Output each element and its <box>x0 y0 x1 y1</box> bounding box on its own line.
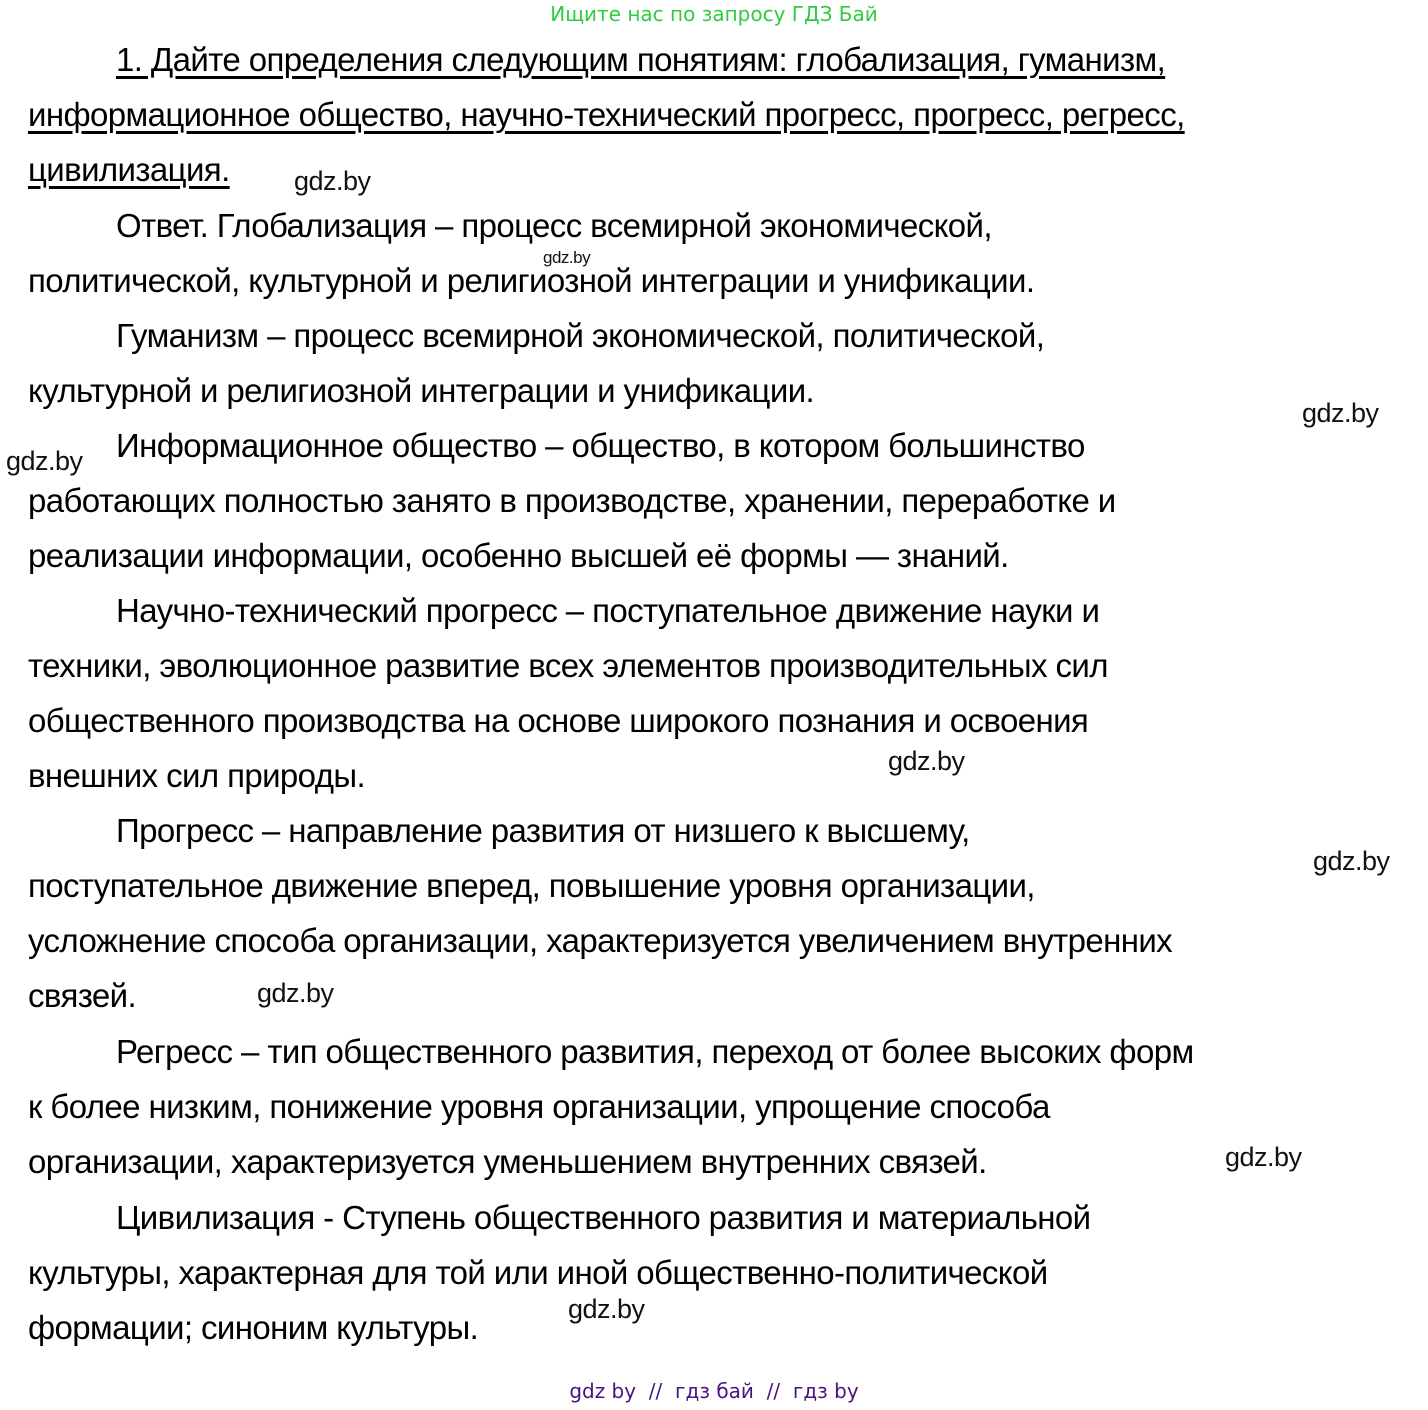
answer-progress-line-2: поступательное движение вперед, повышение уровня организации, <box>28 867 1035 904</box>
answer-humanism-line-2: культурной и религиозной интеграции и унификации. <box>28 372 815 409</box>
search-hint-banner: Ищите нас по запросу ГДЗ Бай <box>550 2 878 26</box>
question-line-3: цивилизация. <box>28 151 230 188</box>
answer-progress-line-3: усложнение способа организации, характеризуется увеличением внутренних <box>28 922 1173 959</box>
answer-globalization-line-1: Ответ. Глобализация – процесс всемирной экономической, <box>116 207 992 244</box>
answer-stp-line-3: общественного производства на основе широкого познания и освоения <box>28 702 1089 739</box>
watermark: gdz.by <box>1225 1142 1302 1172</box>
answer-civilization-line-2: культуры, характерная для той или иной общественно-политической <box>28 1254 1048 1291</box>
watermark: gdz.by <box>1302 398 1379 428</box>
answer-stp-line-4: внешних сил природы. <box>28 757 366 794</box>
answer-civilization-line-1: Цивилизация - Ступень общественного развития и материальной <box>116 1199 1091 1236</box>
watermark: gdz.by <box>1313 846 1390 876</box>
answer-globalization-line-2: политической, культурной и религиозной интеграции и унификации. <box>28 262 1035 299</box>
answer-civilization-line-3: формации; синоним культуры. <box>28 1309 479 1346</box>
answer-regress-line-1: Регресс – тип общественного развития, переход от более высоких форм <box>116 1033 1194 1070</box>
answer-stp-line-2: техники, эволюционное развитие всех элементов производительных сил <box>28 647 1108 684</box>
answer-humanism-line-1: Гуманизм – процесс всемирной экономической, политической, <box>116 317 1045 354</box>
watermark: gdz.by <box>568 1294 645 1324</box>
watermark: gdz.by <box>257 978 334 1008</box>
answer-info-society-line-3: реализации информации, особенно высшей её формы — знаний. <box>28 537 1009 574</box>
question-line-1: 1. Дайте определения следующим понятиям: глобализация, гуманизм, <box>116 41 1166 78</box>
answer-progress-line-4: связей. <box>28 977 137 1014</box>
answer-info-society-line-1: Информационное общество – общество, в котором большинство <box>116 427 1085 464</box>
footer-banner: gdz by // гдз бай // гдз by <box>569 1379 859 1403</box>
watermark: gdz.by <box>888 746 965 776</box>
answer-progress-line-1: Прогресс – направление развития от низшего к высшему, <box>116 812 970 849</box>
watermark: gdz.by <box>294 166 371 196</box>
watermark: gdz.by <box>543 248 591 267</box>
question-line-2: информационное общество, научно-технический прогресс, прогресс, регресс, <box>28 96 1185 133</box>
answer-info-society-line-2: работающих полностью занято в производстве, хранении, переработке и <box>28 482 1116 519</box>
watermark: gdz.by <box>6 446 83 476</box>
answer-stp-line-1: Научно-технический прогресс – поступательное движение науки и <box>116 592 1100 629</box>
answer-regress-line-3: организации, характеризуется уменьшением внутренних связей. <box>28 1143 987 1180</box>
answer-regress-line-2: к более низким, понижение уровня организации, упрощение способа <box>28 1088 1050 1125</box>
